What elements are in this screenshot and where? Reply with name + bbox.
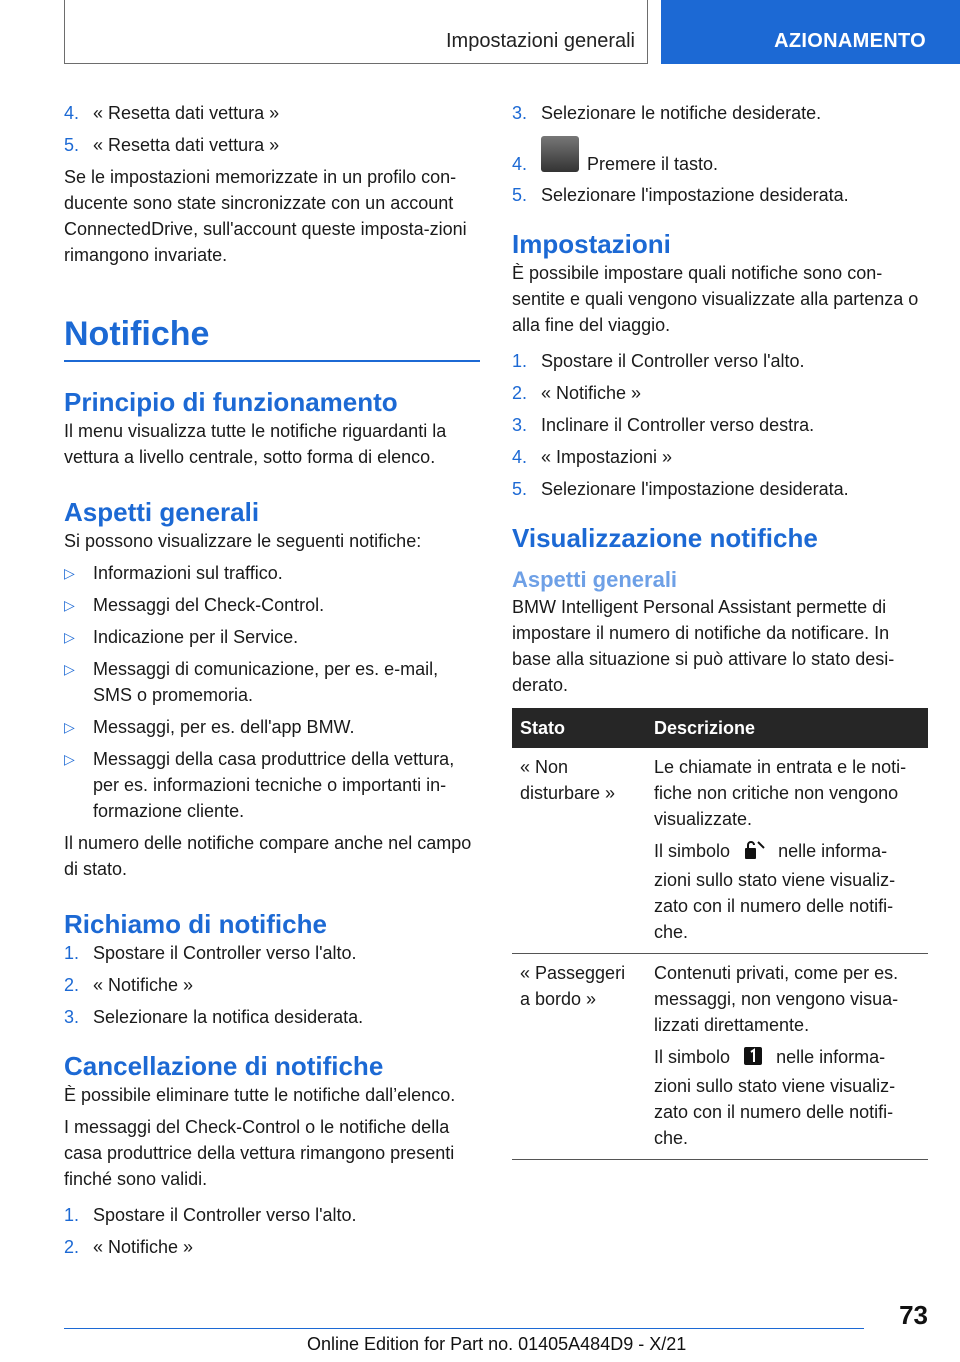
table-header-stato: Stato xyxy=(512,708,646,748)
step-number: 4. xyxy=(64,103,80,123)
list-item xyxy=(64,656,480,708)
bullet-text: Messaggi della casa produttrice della vettura, per es. informazioni tecniche o importanti in-formazione cliente. xyxy=(93,749,455,821)
triangle-bullet-icon: ▷ xyxy=(64,565,75,581)
list-item xyxy=(512,134,928,182)
list-item xyxy=(512,412,928,444)
left-column xyxy=(64,100,480,1266)
step-text: « Notifiche » xyxy=(541,383,642,403)
step-number: 2. xyxy=(64,975,80,995)
step-text: Spostare il Controller verso l'alto. xyxy=(93,943,357,963)
list-item xyxy=(512,380,928,412)
step-text: « Resetta dati vettura » xyxy=(93,103,280,123)
right-column xyxy=(512,100,928,1160)
row-symbol-note xyxy=(654,838,920,945)
list-item xyxy=(64,972,480,1004)
table-cell-stato: « Non disturbare » xyxy=(512,748,646,954)
triangle-bullet-icon: ▷ xyxy=(64,719,75,735)
table-row xyxy=(512,954,928,1160)
header-section-tab[interactable] xyxy=(661,0,960,64)
table-cell-descrizione xyxy=(646,954,928,1160)
page-number: 73 xyxy=(899,1300,928,1330)
section-title: Notifiche xyxy=(64,315,210,353)
header-title: Impostazioni generali xyxy=(446,30,635,52)
aspetti-note: Il numero delle notifiche compare anche nel campo di stato. xyxy=(64,833,472,879)
step-number: 1. xyxy=(512,351,528,371)
list-item xyxy=(512,100,928,134)
bullet-text: Informazioni sul traffico. xyxy=(93,563,283,583)
list-item xyxy=(512,476,928,508)
header-title-box xyxy=(64,0,648,64)
heading-richiamo: Richiamo di notifiche xyxy=(64,909,327,939)
table-row xyxy=(512,748,928,954)
footer-divider xyxy=(64,1328,864,1329)
impostazioni-text: È possibile impostare quali notifiche sono con-sentite e quali vengono visualizzate alla partenza o alla fine del viaggio. xyxy=(512,263,919,335)
step-text: Selezionare l'impostazione desiderata. xyxy=(541,185,849,205)
step-text: Spostare il Controller verso l'alto. xyxy=(93,1205,357,1225)
step-number: 2. xyxy=(512,383,528,403)
intro-note: Se le impostazioni memorizzate in un profilo con-ducente sono state sincronizzate con un account ConnectedDrive, sull'account queste imposta-zioni rimangono invariate. xyxy=(64,167,467,265)
table-header-descrizione: Descrizione xyxy=(646,708,928,748)
bullet-text: Messaggi, per es. dell'app BMW. xyxy=(93,717,355,737)
list-item xyxy=(64,746,480,824)
step-text: « Notifiche » xyxy=(93,975,194,995)
heading-visualizzazione: Visualizzazione notifiche xyxy=(512,523,818,553)
list-item xyxy=(64,100,480,132)
list-item xyxy=(64,714,480,740)
step-text: Inclinare il Controller verso destra. xyxy=(541,415,815,435)
step-number: 3. xyxy=(64,1007,80,1027)
cancellazione-text-2: I messaggi del Check-Control o le notifiche della casa produttrice della vettura rimangono presenti finché sono validi. xyxy=(64,1117,455,1189)
step-number: 4. xyxy=(512,447,528,467)
triangle-bullet-icon: ▷ xyxy=(64,751,75,767)
step-number: 1. xyxy=(64,1205,80,1225)
step-text: Selezionare l'impostazione desiderata. xyxy=(541,479,849,499)
table-cell-stato: « Passeggeri a bordo » xyxy=(512,954,646,1160)
list-item xyxy=(64,560,480,586)
table-cell-descrizione xyxy=(646,748,928,954)
triangle-bullet-icon: ▷ xyxy=(64,661,75,677)
step-text: Premere il tasto. xyxy=(587,154,719,174)
list-item xyxy=(64,592,480,618)
step-number: 5. xyxy=(512,185,528,205)
symbol-note-after: nelle informa-zioni sullo stato viene visualiz-zato con il numero delle notifi-che. xyxy=(654,841,896,942)
step-text: « Impostazioni » xyxy=(541,447,673,467)
visualizzazione-text: BMW Intelligent Personal Assistant permette di impostare il numero di notifiche da notificare. In base alla situazione si può attivare lo stato desi-derato. xyxy=(512,597,895,695)
row-symbol-note xyxy=(654,1044,920,1151)
triangle-bullet-icon: ▷ xyxy=(64,629,75,645)
bullet-text: Messaggi del Check-Control. xyxy=(93,595,325,615)
passenger-icon xyxy=(743,1046,763,1073)
heading-impostazioni: Impostazioni xyxy=(512,229,671,259)
triangle-bullet-icon: ▷ xyxy=(64,597,75,613)
heading-principio: Principio di funzionamento xyxy=(64,387,398,417)
bullet-text: Indicazione per il Service. xyxy=(93,627,299,647)
status-table xyxy=(512,708,928,1160)
step-text: « Notifiche » xyxy=(93,1237,194,1257)
step-text: Selezionare le notifiche desiderate. xyxy=(541,103,822,123)
step-number: 2. xyxy=(64,1237,80,1257)
subheading-aspetti: Aspetti generali xyxy=(512,567,678,592)
step-text: Selezionare la notifica desiderata. xyxy=(93,1007,364,1027)
bullet-text: Messaggi di comunicazione, per es. e-mail, SMS o promemoria. xyxy=(93,659,439,705)
list-item xyxy=(64,1202,480,1234)
cancellazione-text-1: È possibile eliminare tutte le notifiche dall’elenco. xyxy=(64,1085,456,1105)
row-description: Contenuti privati, come per es. messaggi, non vengono visua-lizzati direttamente. xyxy=(654,963,899,1035)
list-item xyxy=(64,1234,480,1266)
heading-aspetti: Aspetti generali xyxy=(64,497,260,527)
list-item xyxy=(64,1004,480,1036)
option-icon-label: OPTION xyxy=(546,175,574,182)
list-item xyxy=(64,940,480,972)
step-number: 5. xyxy=(64,135,80,155)
list-item xyxy=(512,182,928,214)
list-item xyxy=(64,624,480,650)
footer-edition: Online Edition for Part no. 01405A484D9 - X/21 xyxy=(307,1334,687,1354)
step-text: « Resetta dati vettura » xyxy=(93,135,280,155)
principio-text: Il menu visualizza tutte le notifiche riguardanti la vettura a livello centrale, sotto forma di elenco. xyxy=(64,421,447,467)
step-text: Spostare il Controller verso l'alto. xyxy=(541,351,805,371)
heading-cancellazione: Cancellazione di notifiche xyxy=(64,1051,384,1081)
symbol-note-after: nelle informa-zioni sullo stato viene visualiz-zato con il numero delle notifi-che. xyxy=(654,1047,896,1148)
row-description: Le chiamate in entrata e le noti-fiche non critiche non vengono visualizzate. xyxy=(654,757,907,829)
do-not-disturb-icon xyxy=(743,840,765,867)
aspetti-text: Si possono visualizzare le seguenti notifiche: xyxy=(64,531,422,551)
list-item xyxy=(64,132,480,164)
step-number: 3. xyxy=(512,103,528,123)
step-number: 1. xyxy=(64,943,80,963)
step-number: 4. xyxy=(512,154,528,174)
list-item xyxy=(512,348,928,380)
list-item xyxy=(512,444,928,476)
option-button-icon xyxy=(541,136,579,182)
step-number: 5. xyxy=(512,479,528,499)
header-section-label: AZIONAMENTO xyxy=(774,30,926,52)
symbol-note-before: Il simbolo xyxy=(654,1047,731,1067)
step-number: 3. xyxy=(512,415,528,435)
symbol-note-before: Il simbolo xyxy=(654,841,731,861)
